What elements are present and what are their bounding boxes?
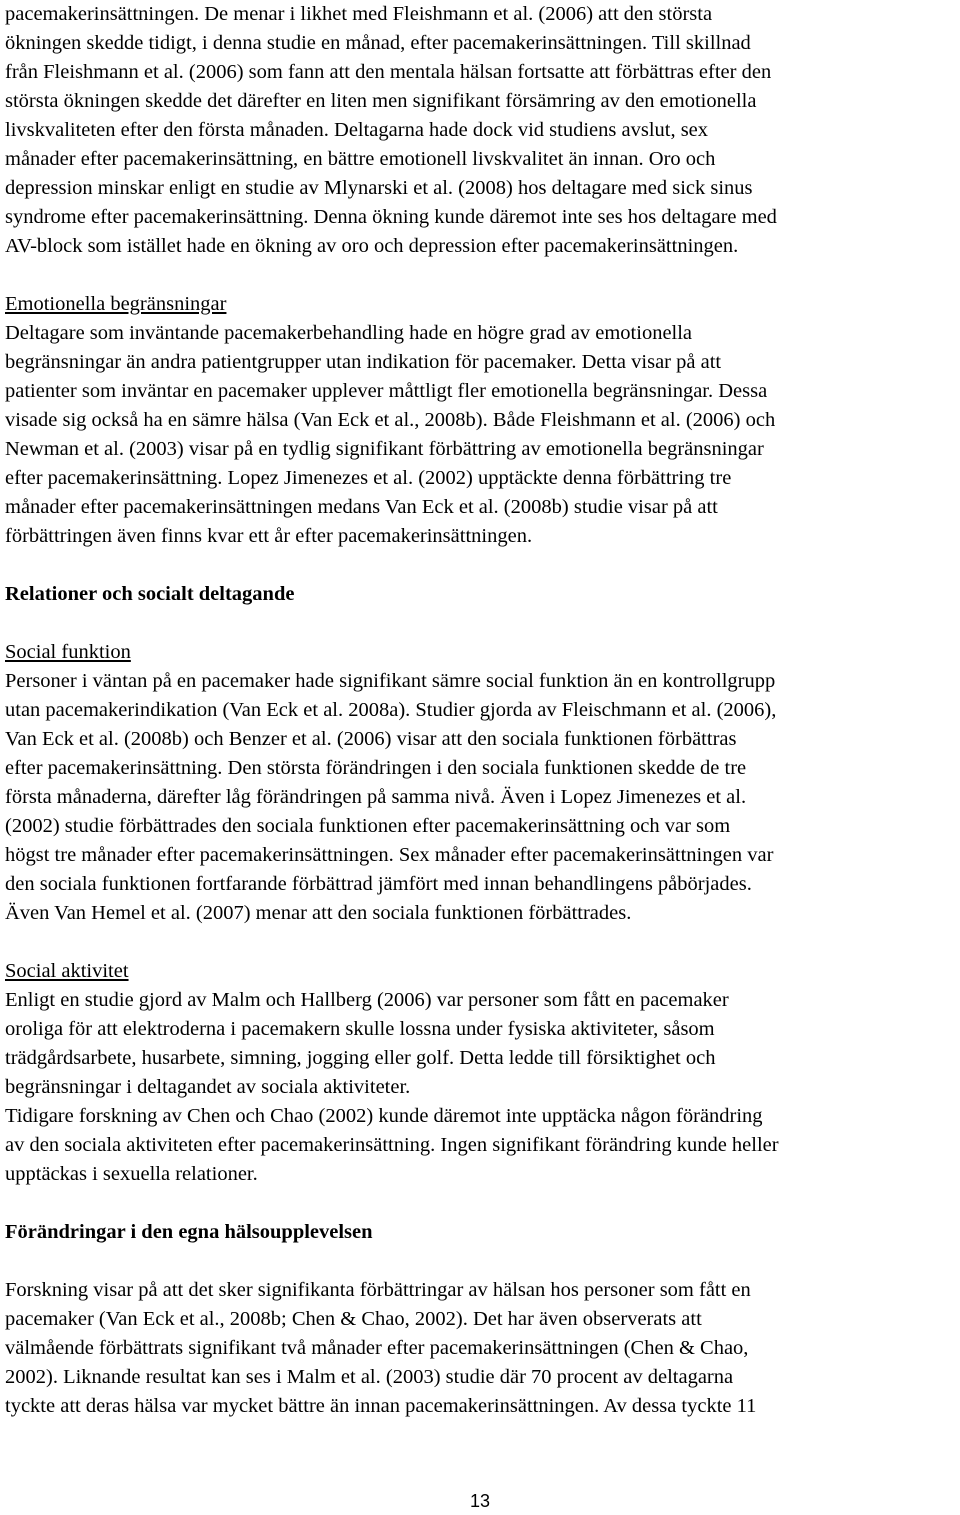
spacer — [5, 1247, 957, 1276]
page-number: 13 — [469, 1491, 491, 1511]
relations-heading: Relationer och socialt deltagande — [5, 583, 295, 605]
spacer — [5, 1189, 957, 1218]
health-paragraph: Forskning visar på att det sker signifikanta förbättringar av hälsan hos personer som fått en pacemaker (Van Eck et al., 2008b; Chen & Chao, 2002). Det har även observerats att välmående förbättrats signifikant två månader efter pacemakerinsättningen (Chen & Chao, 2002). Liknande resultat kan ses i Malm et al. (2003) studie där 70 procent av deltagarna tyckte att deras hälsa var mycket bättre än innan pacemakerinsättningen. Av dessa tyckte 11 — [5, 1279, 757, 1417]
social-activity-subheading: Social aktivitet — [5, 960, 129, 982]
health-heading: Förändringar i den egna hälsoupplevelsen — [5, 1221, 373, 1243]
social-function-paragraph: Personer i väntan på en pacemaker hade signifikant sämre social funktion än en kontrollgrupp utan pacemakerindikation (Van Eck et al. 2008a). Studier gjorda av Fleischmann et al. (2006), Van Eck et al. (2008b) och Benzer et al. (2006) visar att den sociala funktionen förbättras efter pacemakerinsättning. Den största förändringen i den sociala funktionen skedde de tre första månaderna, därefter låg förändringen på samma nivå. Även i Lopez Jimenezes et al. (2002) studie förbättrades den sociala funktionen efter pacemakerinsättning och var som högst tre månader efter pacemakerinsättningen. Sex månader efter pacemakerinsättningen var den sociala funktionen fortfarande förbättrad jämfört med innan behandlingens påbörjades. Även Van Hemel et al. (2007) menar att den sociala funktionen förbättrades. — [5, 670, 777, 924]
document-page — [5, 0, 957, 1421]
social-activity-paragraph-2: Tidigare forskning av Chen och Chao (2002) kunde däremot inte upptäcka någon förändring av den sociala aktiviteten efter pacemakerinsättning. Ingen signifikant förändring kunde heller upptäckas i sexuella relationer. — [5, 1105, 779, 1185]
emotional-limitations-paragraph: Deltagare som inväntande pacemakerbehandling hade en högre grad av emotionella begränsningar än andra patientgrupper utan indikation för pacemaker. Detta visar på att patienter som inväntar en pacemaker upplever måttligt fler emotionella begränsningar. Dessa visade sig också ha en sämre hälsa (Van Eck et al., 2008b). Både Fleishmann et al. (2006) och Newman et al. (2003) visar på en tydlig signifikant förbättring av emotionella begränsningar efter pacemakerinsättning. Lopez Jimenezes et al. (2002) upptäckte denna förbättring tre månader efter pacemakerinsättningen medans Van Eck et al. (2008b) studie visar på att förbättringen även finns kvar ett år efter pacemakerinsättningen. — [5, 322, 776, 547]
intro-paragraph: pacemakerinsättningen. De menar i likhet med Fleishmann et al. (2006) att den största ökningen skedde tidigt, i denna studie en månad, efter pacemakerinsättningen. Till skillnad från Fleishmann et al. (2006) som fann att den mentala hälsan fortsatte att förbättras efter den största ökningen skedde det därefter en liten men signifikant försämring av den emotionella livskvaliteten efter den första månaden. Deltagarna hade dock vid studiens avslut, sex månader efter pacemakerinsättning, en bättre emotionell livskvalitet än innan. Oro och depression minskar enligt en studie av Mlynarski et al. (2008) hos deltagare med sick sinus syndrome efter pacemakerinsättning. Denna ökning kunde däremot inte ses hos deltagare med AV-block som istället hade en ökning av oro och depression efter pacemakerinsättningen. — [5, 3, 777, 257]
spacer — [5, 551, 957, 580]
spacer — [5, 928, 957, 957]
social-activity-paragraph-1: Enligt en studie gjord av Malm och Hallberg (2006) var personer som fått en pacemaker oroliga för att elektroderna i pacemakern skulle lossna under fysiska aktiviteter, såsom trädgårdsarbete, husarbete, simning, jogging eller golf. Detta ledde till försiktighet och begränsningar i deltagandet av sociala aktiviteter. — [5, 989, 729, 1098]
spacer — [5, 261, 957, 290]
social-function-subheading: Social funktion — [5, 641, 131, 663]
spacer — [5, 609, 957, 638]
emotional-limitations-subheading: Emotionella begränsningar — [5, 293, 227, 315]
